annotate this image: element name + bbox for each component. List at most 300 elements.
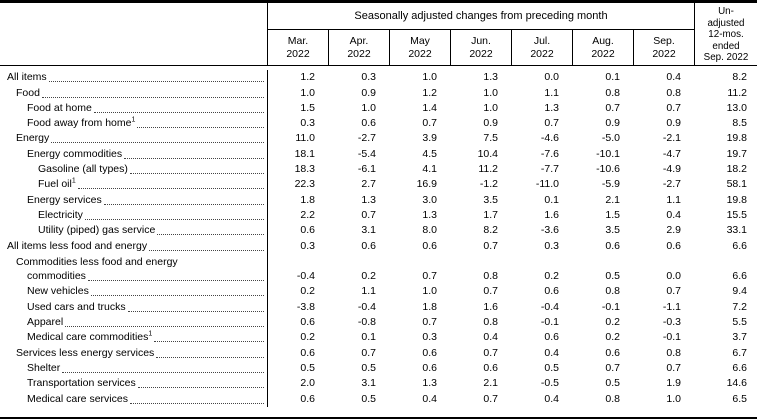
- month-label: Jun.: [471, 35, 491, 47]
- cell-unadjusted-12mo: 6.6: [732, 270, 747, 283]
- cell-jun-2022: 0.4: [483, 331, 498, 344]
- cell-jul-2022: 0.0: [544, 71, 559, 84]
- row-label-cell: [0, 345, 268, 360]
- table-header: [0, 3, 757, 66]
- cell-jun-2022: 0.8: [483, 316, 498, 329]
- row-label-cell: [0, 85, 268, 100]
- row-label-cell: [0, 299, 268, 314]
- row-label-wrap: [0, 316, 63, 330]
- cell-aug-2022: 0.5: [605, 377, 620, 390]
- table-row: [0, 177, 757, 192]
- dot-leader: [94, 112, 264, 113]
- row-label-cell: [0, 391, 268, 406]
- cell-apr-2022: 1.1: [361, 285, 376, 298]
- row-label-cell: [0, 315, 268, 330]
- cell-may-2022: 1.0: [422, 71, 437, 84]
- month-header-cell: [511, 30, 572, 65]
- cell-aug-2022: 3.5: [605, 224, 620, 237]
- row-label: Food: [16, 86, 40, 99]
- row-label-cell: [0, 238, 268, 253]
- row-label: Energy: [16, 132, 50, 145]
- month-label: Jul.: [533, 35, 551, 47]
- table-row: [0, 223, 757, 238]
- month-header-cell: [633, 30, 694, 65]
- cell-jul-2022: 0.4: [544, 346, 559, 359]
- stub-header-cell: [0, 3, 268, 65]
- cell-aug-2022: -5.9: [601, 178, 620, 191]
- table-row: [0, 299, 757, 314]
- dot-leader: [85, 219, 264, 220]
- cell-aug-2022: 0.2: [605, 331, 620, 344]
- cell-jul-2022: 0.3: [544, 239, 559, 252]
- dot-leader: [49, 81, 264, 82]
- cell-aug-2022: 0.7: [605, 361, 620, 374]
- cell-may-2022: 1.8: [422, 300, 437, 313]
- month-header-cell: [572, 30, 633, 65]
- cell-aug-2022: 0.6: [605, 239, 620, 252]
- month-header-cell: [328, 30, 389, 65]
- cell-jun-2022: 0.7: [483, 346, 498, 359]
- row-label: Fuel oil: [38, 178, 72, 191]
- cell-mar-2022: 1.0: [300, 86, 315, 99]
- cell-sep-2022: 0.7: [666, 285, 681, 298]
- cell-aug-2022: 0.9: [605, 117, 620, 130]
- cell-mar-2022: 22.3: [294, 178, 315, 191]
- dot-leader: [128, 311, 264, 312]
- year-label: 2022: [530, 47, 554, 60]
- row-label-wrap: [0, 240, 147, 254]
- cell-may-2022: 0.6: [422, 239, 437, 252]
- cell-jun-2022: 1.0: [483, 101, 498, 114]
- cell-may-2022: 4.5: [422, 147, 437, 160]
- row-label-cell: [0, 101, 268, 116]
- cell-jul-2022: -3.6: [540, 224, 559, 237]
- row-label-wrap: [0, 377, 136, 391]
- cell-sep-2022: 1.9: [666, 377, 681, 390]
- cell-aug-2022: 0.7: [605, 101, 620, 114]
- dot-leader: [78, 188, 264, 189]
- cell-may-2022: 0.6: [422, 361, 437, 374]
- cell-apr-2022: 0.7: [361, 346, 376, 359]
- cell-may-2022: 1.3: [422, 377, 437, 390]
- table-row: [0, 192, 757, 207]
- cell-unadjusted-12mo: 13.0: [726, 101, 747, 114]
- cell-sep-2022: 0.4: [666, 71, 681, 84]
- row-label: All items: [7, 71, 47, 84]
- year-label: 2022: [286, 47, 310, 60]
- unadjusted-header-line: Sep. 2022: [703, 52, 749, 64]
- cell-mar-2022: 1.2: [300, 71, 315, 84]
- cell-sep-2022: 0.9: [666, 117, 681, 130]
- table-row: [0, 345, 757, 360]
- cell-mar-2022: 11.0: [295, 132, 315, 145]
- dot-leader: [138, 387, 264, 388]
- cell-apr-2022: 0.5: [361, 392, 376, 405]
- cell-jul-2022: 0.6: [544, 331, 559, 344]
- cell-unadjusted-12mo: 19.7: [726, 147, 747, 160]
- cell-jul-2022: -11.0: [535, 178, 559, 191]
- cell-jun-2022: 0.7: [483, 285, 498, 298]
- row-label: Energy commodities: [27, 147, 123, 160]
- cell-unadjusted-12mo: 9.4: [732, 285, 747, 298]
- row-label: Medical care commodities: [27, 331, 149, 344]
- row-label-cell: [0, 223, 268, 238]
- cell-apr-2022: -0.8: [357, 316, 376, 329]
- spanner-header: Seasonally adjusted changes from preceding month: [268, 3, 694, 30]
- cell-jun-2022: 11.2: [478, 163, 498, 176]
- dot-leader: [88, 270, 264, 281]
- cell-jun-2022: 10.4: [477, 147, 498, 160]
- row-label-cell: [0, 254, 268, 285]
- footnote-marker: 1: [71, 177, 76, 185]
- cell-jul-2022: 0.2: [544, 270, 559, 283]
- row-label: Apparel: [27, 316, 64, 329]
- dot-leader: [130, 403, 264, 404]
- cell-may-2022: 0.4: [422, 392, 437, 405]
- cell-aug-2022: 0.1: [605, 71, 620, 84]
- cell-apr-2022: 1.0: [361, 101, 376, 114]
- cell-aug-2022: -10.6: [596, 163, 620, 176]
- cell-mar-2022: 0.2: [300, 331, 315, 344]
- cell-jun-2022: 2.1: [483, 377, 498, 390]
- table-row: [0, 284, 757, 299]
- cell-aug-2022: -0.1: [601, 300, 620, 313]
- row-label-cell: [0, 177, 268, 192]
- cell-apr-2022: 0.5: [361, 361, 376, 374]
- cell-jul-2022: 0.5: [544, 361, 559, 374]
- cell-aug-2022: 0.6: [605, 346, 620, 359]
- table-row: [0, 162, 757, 177]
- cell-jul-2022: -7.7: [540, 163, 559, 176]
- row-label-wrap: [0, 285, 89, 299]
- cell-mar-2022: 2.0: [300, 377, 315, 390]
- row-label-wrap: [0, 209, 83, 223]
- table-row: [0, 70, 757, 85]
- table-row: [0, 131, 757, 146]
- cell-jun-2022: 8.2: [483, 224, 498, 237]
- cell-jun-2022: 1.7: [483, 208, 498, 221]
- cell-sep-2022: -4.7: [662, 147, 681, 160]
- unadjusted-header-line: ended: [712, 40, 740, 52]
- footnote-marker: 1: [148, 330, 153, 338]
- row-label: Gasoline (all types): [38, 163, 128, 176]
- cell-aug-2022: -10.1: [596, 147, 620, 160]
- row-label-wrap: [0, 224, 155, 238]
- cell-mar-2022: 1.8: [300, 193, 315, 206]
- row-label-cell: [0, 162, 268, 177]
- cell-sep-2022: 0.7: [666, 361, 681, 374]
- cell-sep-2022: 1.0: [666, 392, 681, 405]
- cell-jun-2022: 0.7: [483, 392, 498, 405]
- month-label: Sep.: [653, 35, 675, 47]
- cell-mar-2022: 0.6: [300, 224, 315, 237]
- cell-aug-2022: 0.8: [605, 392, 620, 405]
- table-row: [0, 376, 757, 391]
- row-label-cell: [0, 284, 268, 299]
- cell-jul-2022: 0.6: [544, 285, 559, 298]
- cell-sep-2022: 1.1: [666, 193, 681, 206]
- cell-aug-2022: 0.8: [605, 285, 620, 298]
- months-header-group: [268, 3, 695, 65]
- unadjusted-header-line: 12-mos.: [708, 29, 744, 41]
- month-header-cell: [268, 30, 328, 65]
- cell-mar-2022: 0.6: [300, 346, 315, 359]
- row-label-cell: [0, 146, 268, 161]
- cell-jul-2022: -7.6: [540, 147, 559, 160]
- cell-sep-2022: 0.8: [666, 346, 681, 359]
- cell-jun-2022: 1.6: [483, 300, 498, 313]
- cell-aug-2022: -5.0: [601, 132, 620, 145]
- cell-jul-2022: 1.6: [544, 208, 559, 221]
- cell-apr-2022: 0.7: [361, 208, 376, 221]
- cell-may-2022: 3.9: [422, 132, 437, 145]
- month-label: Aug.: [592, 35, 614, 47]
- row-label-cell: [0, 361, 268, 376]
- cell-sep-2022: -0.1: [662, 331, 681, 344]
- cell-jul-2022: 0.4: [544, 392, 559, 405]
- cell-jun-2022: 0.7: [483, 239, 498, 252]
- dot-leader: [104, 204, 264, 205]
- cell-mar-2022: 0.3: [300, 117, 315, 130]
- cell-sep-2022: 0.7: [666, 101, 681, 114]
- cell-unadjusted-12mo: 14.6: [726, 377, 747, 390]
- row-label: Electricity: [38, 208, 83, 221]
- dot-leader: [65, 326, 264, 327]
- cell-unadjusted-12mo: 19.8: [726, 132, 747, 145]
- row-label-wrap: [0, 163, 128, 177]
- cell-mar-2022: 18.3: [294, 163, 315, 176]
- cell-aug-2022: 1.5: [605, 208, 620, 221]
- dot-leader: [51, 142, 264, 143]
- dot-leader: [42, 97, 264, 98]
- cell-mar-2022: 1.5: [300, 101, 315, 114]
- cell-jul-2022: 0.1: [544, 193, 559, 206]
- row-label: Food at home: [27, 101, 92, 114]
- cell-may-2022: 1.2: [422, 86, 437, 99]
- cell-unadjusted-12mo: 5.5: [732, 316, 747, 329]
- row-label-line-1: [0, 256, 267, 270]
- row-label-wrap: [0, 102, 92, 116]
- cell-jul-2022: 1.1: [544, 86, 559, 99]
- row-label-lines: [0, 256, 267, 284]
- cell-mar-2022: 0.3: [300, 239, 315, 252]
- cell-jun-2022: 0.6: [483, 361, 498, 374]
- cell-mar-2022: -0.4: [296, 270, 315, 283]
- row-label-wrap: [0, 362, 60, 376]
- row-label-cell: [0, 330, 268, 345]
- table-row: [0, 391, 757, 406]
- cell-may-2022: 0.6: [422, 346, 437, 359]
- month-header-row: [268, 30, 694, 65]
- cell-jul-2022: -0.4: [540, 300, 559, 313]
- row-label-wrap: [0, 194, 102, 208]
- month-label: Apr.: [349, 35, 369, 47]
- cell-jul-2022: -0.5: [540, 377, 559, 390]
- dot-leader: [62, 372, 264, 373]
- row-label: New vehicles: [27, 285, 89, 298]
- cell-mar-2022: 0.5: [300, 361, 315, 374]
- table-row: [0, 238, 757, 253]
- cell-jul-2022: -0.1: [540, 316, 559, 329]
- cell-may-2022: 1.4: [422, 101, 437, 114]
- table-row: [0, 254, 757, 285]
- cell-may-2022: 16.9: [416, 178, 437, 191]
- cell-aug-2022: 0.8: [605, 86, 620, 99]
- cell-sep-2022: 0.8: [666, 86, 681, 99]
- row-label: All items less food and energy: [7, 239, 148, 252]
- row-label-cell: [0, 376, 268, 391]
- cell-jun-2022: 3.5: [483, 193, 498, 206]
- cell-unadjusted-12mo: 6.6: [732, 361, 747, 374]
- cell-sep-2022: 0.0: [666, 270, 681, 283]
- cell-apr-2022: -2.7: [357, 132, 376, 145]
- row-label-cell: [0, 208, 268, 223]
- row-label-cell: [0, 70, 268, 85]
- dot-leader: [130, 173, 264, 174]
- table-row: [0, 361, 757, 376]
- cell-sep-2022: 0.4: [666, 208, 681, 221]
- cell-may-2022: 1.3: [422, 208, 437, 221]
- cell-apr-2022: 1.3: [361, 193, 376, 206]
- unadjusted-header-line: Un-: [718, 6, 734, 17]
- cell-may-2022: 1.0: [422, 285, 437, 298]
- cell-aug-2022: 2.1: [605, 193, 620, 206]
- cell-apr-2022: 0.2: [361, 270, 376, 283]
- cell-apr-2022: 0.1: [361, 331, 376, 344]
- cell-unadjusted-12mo: 33.1: [726, 224, 747, 237]
- dot-leader: [156, 357, 264, 358]
- row-label-wrap: [0, 87, 40, 101]
- row-label-cell: [0, 116, 268, 131]
- month-label: Mar.: [287, 35, 309, 47]
- cell-may-2022: 0.7: [422, 316, 437, 329]
- table-row: [0, 315, 757, 330]
- cell-unadjusted-12mo: 8.2: [732, 71, 747, 84]
- cell-apr-2022: -6.1: [357, 163, 376, 176]
- cell-aug-2022: 0.2: [605, 316, 620, 329]
- row-label-cell: [0, 131, 268, 146]
- dot-leader: [149, 250, 264, 251]
- cell-mar-2022: 18.1: [294, 147, 315, 160]
- row-label: Medical care services: [27, 392, 128, 405]
- month-header-cell: [389, 30, 450, 65]
- month-label: May: [410, 35, 430, 47]
- year-label: 2022: [652, 47, 676, 60]
- year-label: 2022: [347, 47, 371, 60]
- cell-unadjusted-12mo: 19.8: [726, 193, 747, 206]
- cell-apr-2022: 0.9: [361, 86, 376, 99]
- dot-leader: [154, 341, 264, 342]
- cell-sep-2022: -1.1: [662, 300, 681, 313]
- cell-apr-2022: -0.4: [357, 300, 376, 313]
- cell-apr-2022: 0.6: [361, 117, 376, 130]
- cell-may-2022: 8.0: [422, 224, 437, 237]
- cell-sep-2022: 0.6: [666, 239, 681, 252]
- cell-mar-2022: 0.6: [300, 316, 315, 329]
- cell-jul-2022: 1.3: [544, 101, 559, 114]
- row-label-wrap: [0, 71, 47, 85]
- cell-jun-2022: -1.2: [479, 178, 498, 191]
- row-label: Shelter: [27, 361, 61, 374]
- cell-jun-2022: 0.8: [483, 270, 498, 283]
- row-label-line-2: [0, 270, 267, 284]
- row-label-wrap: [0, 331, 152, 345]
- dot-leader: [91, 295, 264, 296]
- cell-may-2022: 4.1: [422, 163, 437, 176]
- row-label-cell: [0, 192, 268, 207]
- row-label-wrap: [0, 117, 135, 131]
- row-label: Used cars and trucks: [27, 300, 126, 313]
- table-row: [0, 146, 757, 161]
- row-label-wrap: [0, 393, 128, 407]
- cell-mar-2022: 0.6: [300, 392, 315, 405]
- cell-apr-2022: 2.7: [361, 178, 376, 191]
- cell-apr-2022: 0.6: [361, 239, 376, 252]
- cell-jul-2022: 0.7: [544, 117, 559, 130]
- cell-unadjusted-12mo: 6.7: [732, 346, 747, 359]
- row-label: Commodities less food and energy: [16, 256, 178, 269]
- row-label-continued: commodities: [27, 270, 86, 283]
- cell-unadjusted-12mo: 15.5: [726, 208, 747, 221]
- row-label-wrap: [0, 301, 126, 315]
- cell-apr-2022: 0.3: [361, 71, 376, 84]
- cell-may-2022: 3.0: [422, 193, 437, 206]
- cell-may-2022: 0.7: [422, 270, 437, 283]
- cell-unadjusted-12mo: 11.2: [727, 86, 747, 99]
- unadjusted-header-line: adjusted: [707, 17, 745, 29]
- cell-sep-2022: -2.7: [662, 178, 681, 191]
- dot-leader: [137, 127, 264, 128]
- cell-unadjusted-12mo: 3.7: [732, 331, 747, 344]
- table-body: [0, 66, 757, 407]
- year-label: 2022: [469, 47, 493, 60]
- row-label: Transportation services: [27, 377, 136, 390]
- cell-jun-2022: 1.3: [483, 71, 498, 84]
- table-row: [0, 330, 757, 345]
- cell-sep-2022: 2.9: [666, 224, 681, 237]
- cell-jul-2022: -4.6: [540, 132, 559, 145]
- row-label-wrap: [0, 132, 49, 146]
- row-label: Services less energy services: [16, 346, 155, 359]
- cell-unadjusted-12mo: 18.2: [726, 163, 747, 176]
- cell-unadjusted-12mo: 6.6: [732, 239, 747, 252]
- cell-aug-2022: 0.5: [605, 270, 620, 283]
- table-row: [0, 85, 757, 100]
- cell-apr-2022: -5.4: [357, 147, 376, 160]
- footnote-marker: 1: [131, 116, 136, 124]
- row-label-wrap: [0, 178, 76, 192]
- cell-apr-2022: 3.1: [361, 224, 376, 237]
- cell-unadjusted-12mo: 8.5: [732, 117, 747, 130]
- row-label-wrap: [0, 148, 122, 162]
- cell-sep-2022: -0.3: [662, 316, 681, 329]
- cell-jun-2022: 1.0: [483, 86, 498, 99]
- cell-may-2022: 0.7: [422, 117, 437, 130]
- month-header-cell: [450, 30, 511, 65]
- cell-apr-2022: 3.1: [361, 377, 376, 390]
- row-label: Energy services: [27, 193, 102, 206]
- cell-jun-2022: 0.9: [483, 117, 498, 130]
- year-label: 2022: [408, 47, 432, 60]
- cell-unadjusted-12mo: 7.2: [732, 300, 747, 313]
- cell-jun-2022: 7.5: [483, 132, 498, 145]
- cell-mar-2022: -3.8: [296, 300, 315, 313]
- dot-leader: [157, 234, 264, 235]
- cell-sep-2022: -2.1: [662, 132, 681, 145]
- table-row: [0, 208, 757, 223]
- cell-unadjusted-12mo: 6.5: [732, 392, 747, 405]
- cell-unadjusted-12mo: 58.1: [726, 178, 747, 191]
